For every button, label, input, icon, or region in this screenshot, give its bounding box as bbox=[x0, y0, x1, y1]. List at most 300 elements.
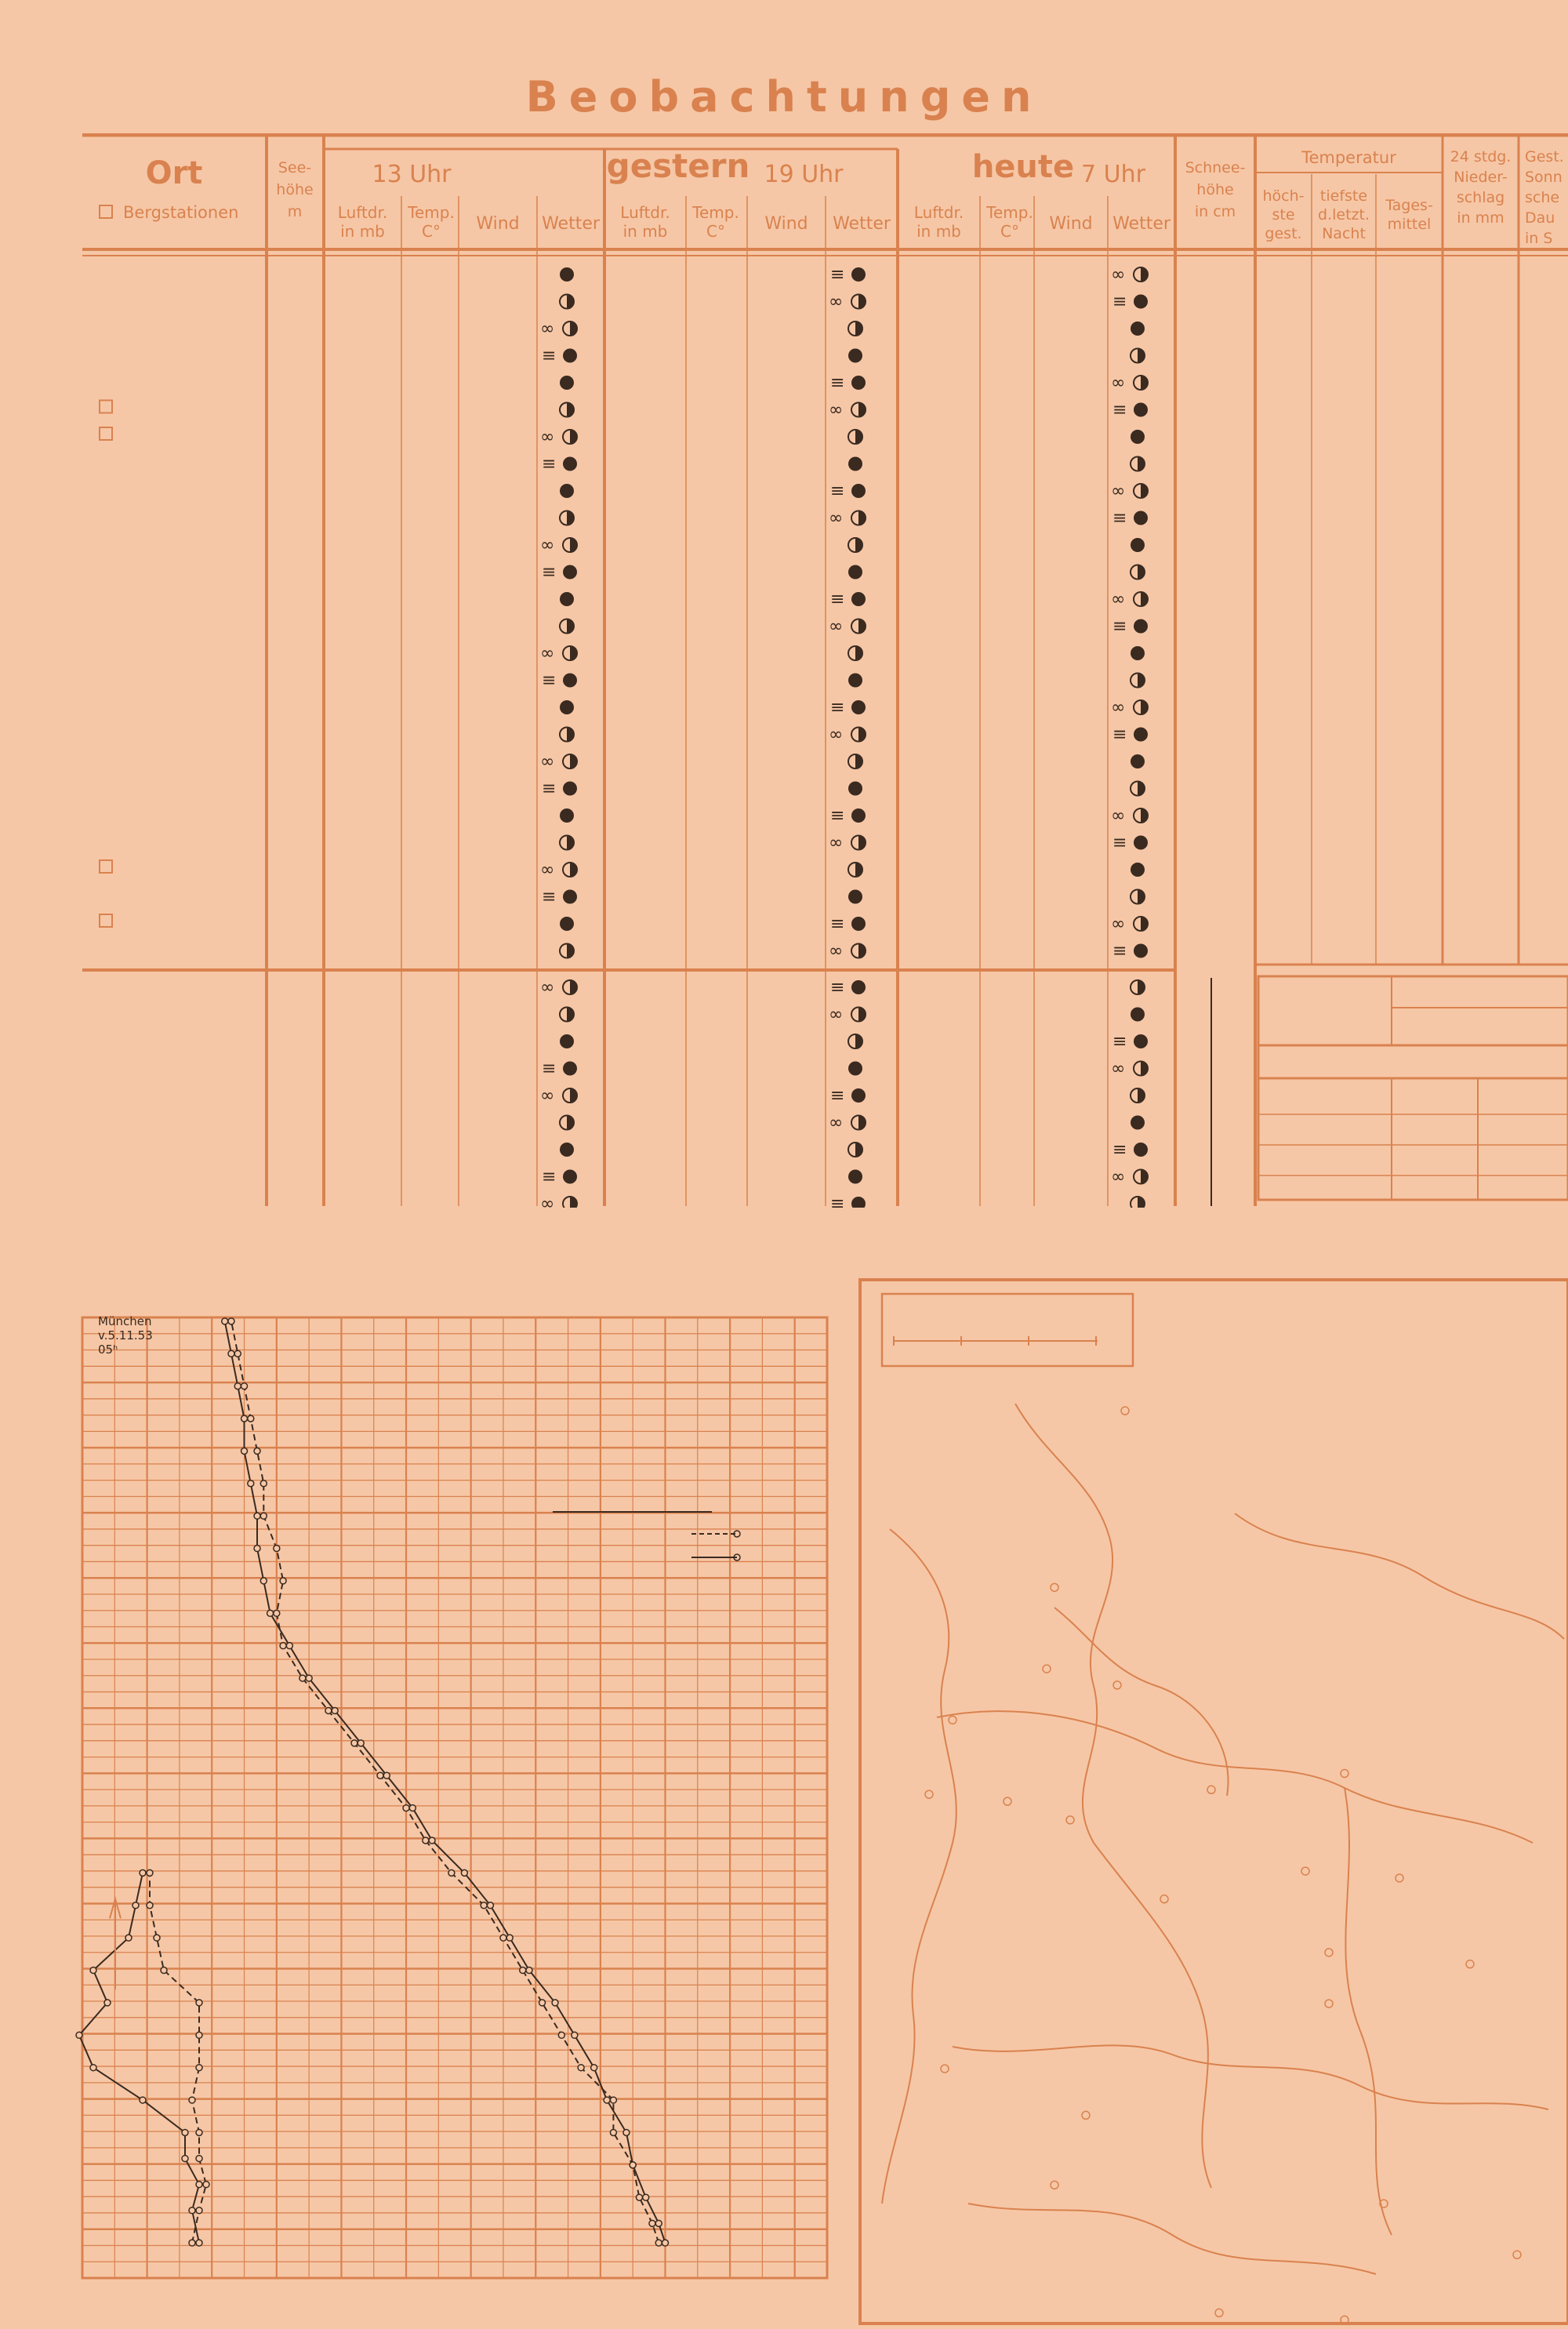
page-title: Beobachtungen bbox=[525, 72, 1043, 122]
curve-point bbox=[241, 1415, 248, 1422]
haze-icon: ∞ bbox=[1111, 373, 1126, 393]
weather-symbol bbox=[1131, 782, 1145, 796]
weather-symbol bbox=[829, 942, 866, 961]
curve-point bbox=[260, 1481, 267, 1487]
weather-symbol bbox=[1131, 538, 1145, 552]
weather-symbol bbox=[848, 890, 862, 904]
curve-point bbox=[260, 1578, 267, 1584]
weather-symbol bbox=[560, 1116, 574, 1130]
place-marker bbox=[1301, 1867, 1309, 1875]
weather-symbol bbox=[560, 917, 574, 931]
place-marker bbox=[1396, 1874, 1403, 1882]
curve-point bbox=[280, 1578, 286, 1584]
header-luftdr: in mb bbox=[916, 222, 961, 241]
place-marker bbox=[1466, 1960, 1474, 1968]
haze-icon: ∞ bbox=[829, 1005, 844, 1025]
overcast-icon bbox=[1134, 1143, 1148, 1157]
overcast-icon bbox=[563, 890, 577, 904]
dew-point bbox=[182, 2129, 188, 2135]
cloud-half-icon bbox=[570, 1197, 577, 1208]
haze-icon: ∞ bbox=[829, 725, 844, 745]
weather-symbol bbox=[848, 457, 862, 471]
place-marker bbox=[1215, 2309, 1223, 2316]
weather-symbol bbox=[560, 728, 574, 742]
header-temp: Temp. bbox=[408, 203, 455, 222]
berg-box-icon bbox=[100, 205, 112, 218]
overcast-icon bbox=[848, 890, 862, 904]
weather-symbol bbox=[830, 265, 866, 285]
haze-icon: ∞ bbox=[540, 860, 555, 880]
weather-symbol bbox=[1112, 509, 1148, 529]
berg-box-icon bbox=[100, 860, 112, 873]
overcast-icon bbox=[848, 1062, 862, 1076]
overcast-icon bbox=[848, 565, 862, 580]
place-marker bbox=[1004, 1797, 1011, 1805]
weather-symbol bbox=[1112, 1032, 1148, 1052]
place-marker bbox=[1082, 2111, 1090, 2119]
map-boundary-line bbox=[1054, 1608, 1229, 1796]
weather-symbol bbox=[542, 563, 577, 583]
weather-symbol bbox=[560, 1143, 574, 1157]
dew-point bbox=[132, 1902, 139, 1909]
haze-icon: ∞ bbox=[540, 1194, 555, 1208]
weather-symbol bbox=[560, 1008, 574, 1022]
berg-box-icon bbox=[100, 914, 112, 927]
fog-icon: ≡ bbox=[1112, 833, 1127, 853]
haze-icon: ∞ bbox=[1111, 590, 1126, 609]
fog-icon: ≡ bbox=[1112, 725, 1127, 745]
header-sonne: Sonn bbox=[1525, 169, 1563, 186]
curve-point bbox=[325, 1707, 332, 1713]
weather-symbol bbox=[1111, 806, 1148, 826]
haze-icon: ∞ bbox=[1111, 698, 1126, 718]
weather-symbol bbox=[1131, 1116, 1145, 1130]
map-boundary-line bbox=[1094, 1843, 1211, 2188]
curve-point bbox=[481, 1902, 487, 1909]
fog-icon: ≡ bbox=[1112, 941, 1127, 961]
fog-icon: ≡ bbox=[1112, 616, 1127, 637]
weather-symbol bbox=[830, 590, 866, 609]
weather-symbol bbox=[1111, 373, 1148, 393]
fog-icon: ≡ bbox=[830, 806, 845, 826]
overcast-icon bbox=[1131, 863, 1145, 877]
fog-icon: ≡ bbox=[1112, 1032, 1127, 1052]
fog-icon: ≡ bbox=[542, 670, 557, 691]
header-wetter: Wetter bbox=[833, 214, 891, 234]
header-seehoehe: See- bbox=[278, 159, 312, 176]
dew-point bbox=[125, 1935, 132, 1941]
weather-symbol bbox=[542, 347, 577, 366]
weather-symbol bbox=[830, 978, 866, 997]
curve-point bbox=[409, 1805, 416, 1811]
weather-symbol bbox=[1131, 322, 1145, 336]
curve-point bbox=[403, 1805, 409, 1811]
curve-point bbox=[655, 2220, 662, 2226]
dew-point bbox=[90, 1967, 96, 1974]
weather-symbol bbox=[1131, 1197, 1145, 1208]
weather-symbol bbox=[829, 834, 866, 853]
weather-symbol bbox=[1112, 725, 1148, 745]
header-temperatur: Temperatur bbox=[1301, 148, 1396, 167]
map-boundary-line bbox=[1345, 1788, 1392, 2235]
header-hoechste: höch- bbox=[1262, 187, 1305, 205]
header-sonne: in S bbox=[1525, 230, 1553, 247]
curve-point bbox=[448, 1869, 455, 1876]
weather-symbol bbox=[1111, 590, 1148, 609]
overcast-icon bbox=[563, 1062, 577, 1076]
table-row bbox=[100, 860, 112, 873]
weather-symbol bbox=[848, 674, 862, 688]
curve-point bbox=[254, 1513, 260, 1519]
dew-point bbox=[90, 2065, 96, 2071]
weather-symbol bbox=[830, 914, 866, 934]
weather-symbol bbox=[1112, 292, 1148, 312]
header-schnee: höhe bbox=[1196, 181, 1234, 198]
header-tiefste: Nacht bbox=[1322, 225, 1366, 242]
header-13-uhr: 13 Uhr bbox=[372, 161, 452, 188]
weather-symbol bbox=[830, 1086, 866, 1106]
haze-icon: ∞ bbox=[829, 508, 844, 529]
dew-point bbox=[140, 2097, 146, 2103]
weather-symbol bbox=[540, 1194, 577, 1208]
haze-icon: ∞ bbox=[829, 1113, 844, 1133]
dew-point bbox=[147, 1869, 153, 1876]
dew-point bbox=[104, 2000, 111, 2006]
weather-symbol bbox=[560, 808, 574, 823]
weather-symbol bbox=[542, 1168, 577, 1187]
curve-point bbox=[649, 2220, 655, 2226]
haze-icon: ∞ bbox=[829, 833, 844, 853]
header-sonne: Dau bbox=[1525, 209, 1555, 227]
overcast-icon bbox=[1131, 322, 1145, 336]
weather-symbol bbox=[829, 1005, 866, 1025]
curve-point bbox=[623, 2129, 630, 2135]
curve-point bbox=[280, 1643, 286, 1649]
weather-symbol bbox=[560, 484, 574, 498]
weather-symbol bbox=[1131, 1088, 1145, 1103]
weather-symbol bbox=[560, 295, 574, 309]
header-tagesmittel: Tages- bbox=[1385, 197, 1433, 214]
dew-point bbox=[196, 2065, 202, 2071]
sun-panel bbox=[1258, 976, 1568, 1200]
weather-symbol bbox=[829, 1114, 866, 1133]
dew-point bbox=[189, 2097, 195, 2103]
place-marker bbox=[1043, 1665, 1051, 1673]
weather-symbol bbox=[542, 671, 577, 691]
fog-icon: ≡ bbox=[542, 346, 557, 366]
dew-point bbox=[196, 2156, 202, 2162]
fog-icon: ≡ bbox=[542, 1167, 557, 1187]
header-sonne: sche bbox=[1525, 189, 1560, 206]
curve-point bbox=[636, 2194, 642, 2200]
cloud-half-icon bbox=[1138, 1197, 1145, 1208]
curve-point bbox=[500, 1935, 506, 1941]
fog-icon: ≡ bbox=[1112, 400, 1127, 420]
overcast-icon bbox=[1131, 646, 1145, 660]
header-temp: C° bbox=[422, 222, 441, 241]
curve-point bbox=[539, 2000, 546, 2006]
map-boundary-line bbox=[968, 2204, 1376, 2274]
weather-symbol bbox=[560, 1034, 574, 1048]
weather-symbol bbox=[560, 403, 574, 417]
haze-icon: ∞ bbox=[540, 644, 555, 663]
overcast-icon bbox=[1131, 1116, 1145, 1130]
curve-point bbox=[630, 2162, 636, 2168]
header-wind: Wind bbox=[476, 214, 520, 234]
overcast-icon bbox=[563, 349, 577, 363]
berg-box-icon bbox=[100, 401, 112, 413]
weather-symbol bbox=[829, 292, 866, 312]
weather-symbol bbox=[560, 700, 574, 714]
aerology-chart bbox=[31, 1239, 847, 2329]
overcast-icon bbox=[1134, 511, 1148, 525]
observation-table bbox=[82, 133, 1568, 1208]
dew-point bbox=[196, 2000, 202, 2006]
overcast-icon bbox=[560, 917, 574, 931]
fog-icon: ≡ bbox=[830, 265, 845, 285]
weather-symbol bbox=[829, 401, 866, 420]
dew-point bbox=[76, 2032, 82, 2038]
temp-curve-dashed bbox=[231, 1321, 659, 2243]
weather-symbol bbox=[542, 888, 577, 907]
dew-point bbox=[147, 1902, 153, 1909]
fog-icon: ≡ bbox=[830, 590, 845, 609]
curve-point bbox=[610, 2129, 616, 2135]
berg-box-icon bbox=[100, 427, 112, 440]
overcast-icon bbox=[563, 674, 577, 688]
place-marker bbox=[1051, 2181, 1058, 2189]
overcast-icon bbox=[1131, 430, 1145, 444]
header-wind: Wind bbox=[764, 214, 808, 234]
overcast-icon bbox=[560, 808, 574, 823]
place-marker bbox=[1066, 1816, 1074, 1824]
weather-symbol bbox=[1131, 565, 1145, 580]
weather-symbol bbox=[829, 725, 866, 745]
weather-symbol bbox=[560, 619, 574, 634]
overcast-icon bbox=[1134, 836, 1148, 850]
place-marker bbox=[1207, 1786, 1215, 1793]
header-schnee: Schnee- bbox=[1185, 159, 1246, 176]
fog-icon: ≡ bbox=[542, 779, 557, 799]
overcast-icon bbox=[560, 700, 574, 714]
munich-label: 05ʰ bbox=[98, 1343, 118, 1357]
overcast-icon bbox=[560, 1034, 574, 1048]
overcast-icon bbox=[848, 1170, 862, 1184]
overcast-icon bbox=[1134, 728, 1148, 742]
fog-icon: ≡ bbox=[830, 914, 845, 934]
curve-point bbox=[487, 1902, 493, 1909]
aero-frame bbox=[82, 1317, 827, 2278]
overcast-icon bbox=[851, 700, 866, 714]
overcast-icon bbox=[851, 1197, 866, 1208]
weather-symbol bbox=[540, 1086, 577, 1106]
weather-symbol bbox=[1112, 1140, 1148, 1160]
curve-point bbox=[286, 1643, 292, 1649]
place-marker bbox=[941, 2065, 949, 2073]
weather-symbol bbox=[1111, 914, 1148, 934]
overcast-icon bbox=[1131, 1008, 1145, 1022]
overcast-icon bbox=[560, 1143, 574, 1157]
curve-point bbox=[234, 1350, 241, 1357]
munich-label: München bbox=[98, 1314, 152, 1328]
dew-point bbox=[189, 2240, 195, 2246]
curve-point bbox=[248, 1415, 254, 1422]
weather-symbol bbox=[560, 267, 574, 282]
map-frame bbox=[860, 1280, 1568, 2324]
haze-icon: ∞ bbox=[1111, 481, 1126, 501]
curve-point bbox=[228, 1350, 234, 1357]
overcast-icon bbox=[851, 808, 866, 823]
weather-symbol bbox=[1131, 646, 1145, 660]
overcast-icon bbox=[560, 484, 574, 498]
weather-symbol bbox=[1112, 617, 1148, 637]
haze-icon: ∞ bbox=[1111, 914, 1126, 934]
curve-point bbox=[377, 1772, 383, 1779]
weather-symbol bbox=[830, 373, 866, 393]
weather-symbol bbox=[1131, 980, 1145, 994]
haze-icon: ∞ bbox=[1111, 265, 1126, 285]
header-niederschlag: 24 stdg. bbox=[1450, 148, 1512, 165]
header-hoechste: gest. bbox=[1265, 225, 1302, 242]
haze-icon: ∞ bbox=[540, 536, 555, 555]
weather-symbol bbox=[848, 1062, 862, 1076]
curve-point bbox=[572, 2032, 578, 2038]
weather-symbol bbox=[1131, 754, 1145, 768]
overcast-icon bbox=[851, 917, 866, 931]
fog-icon: ≡ bbox=[830, 698, 845, 718]
table-row bbox=[100, 401, 112, 413]
weather-symbol bbox=[1131, 863, 1145, 877]
weather-symbol bbox=[540, 644, 577, 663]
weather-symbol bbox=[1112, 834, 1148, 853]
weather-symbol bbox=[830, 481, 866, 501]
dew-point bbox=[154, 1935, 160, 1941]
weather-symbol bbox=[848, 322, 862, 336]
weather-symbol bbox=[542, 1059, 577, 1079]
overcast-icon bbox=[563, 565, 577, 580]
header-heute: heute bbox=[971, 149, 1075, 185]
haze-icon: ∞ bbox=[540, 1086, 555, 1106]
weather-symbol bbox=[1131, 457, 1145, 471]
weather-symbol bbox=[830, 806, 866, 826]
header-wetter: Wetter bbox=[1112, 214, 1171, 234]
weather-symbol bbox=[1131, 430, 1145, 444]
dew-point bbox=[140, 1869, 146, 1876]
header-ort: Ort bbox=[145, 155, 203, 191]
overcast-icon bbox=[848, 674, 862, 688]
fog-icon: ≡ bbox=[542, 1059, 557, 1079]
overcast-icon bbox=[1131, 538, 1145, 552]
weather-symbol bbox=[1131, 674, 1145, 688]
dew-point bbox=[196, 2182, 202, 2188]
fog-icon: ≡ bbox=[830, 373, 845, 393]
fog-icon: ≡ bbox=[1112, 1140, 1127, 1160]
curve-point bbox=[461, 1869, 467, 1876]
fog-icon: ≡ bbox=[542, 887, 557, 907]
header-sonne: Gest. bbox=[1525, 148, 1564, 165]
curve-point bbox=[332, 1707, 338, 1713]
temp-curve-solid bbox=[225, 1321, 666, 2243]
curve-point bbox=[306, 1675, 312, 1681]
weather-symbol bbox=[848, 565, 862, 580]
overcast-icon bbox=[851, 980, 866, 994]
haze-icon: ∞ bbox=[1111, 1059, 1126, 1079]
curve-point bbox=[526, 1967, 532, 1974]
curve-point bbox=[558, 2032, 564, 2038]
dew-point bbox=[203, 2182, 209, 2188]
place-marker bbox=[1513, 2251, 1521, 2258]
dew-point bbox=[196, 2129, 202, 2135]
dew-curve-solid bbox=[79, 1873, 199, 2243]
header-luftdr: Luftdr. bbox=[337, 203, 388, 222]
weather-symbol bbox=[540, 860, 577, 880]
weather-symbol bbox=[540, 536, 577, 555]
header-schnee: in cm bbox=[1194, 203, 1236, 220]
weather-symbol bbox=[1112, 401, 1148, 420]
header-niederschlag: Nieder- bbox=[1454, 169, 1508, 186]
header-temp: Temp. bbox=[692, 203, 739, 222]
weather-symbol bbox=[848, 349, 862, 363]
table-row bbox=[100, 427, 112, 440]
weather-symbol bbox=[1112, 942, 1148, 961]
temperature-map bbox=[858, 1278, 1568, 2325]
weather-symbol bbox=[1111, 481, 1148, 501]
weather-symbol bbox=[848, 1034, 862, 1048]
curve-point bbox=[643, 2194, 649, 2200]
curve-point bbox=[429, 1837, 435, 1844]
weather-symbol bbox=[848, 1170, 862, 1184]
overcast-icon bbox=[1131, 754, 1145, 768]
curve-point bbox=[552, 2000, 558, 2006]
map-boundary-line bbox=[953, 2045, 1548, 2109]
place-marker bbox=[1121, 1407, 1129, 1415]
weather-symbol bbox=[848, 646, 862, 660]
overcast-icon bbox=[851, 376, 866, 390]
dew-point bbox=[161, 1967, 167, 1974]
header-niederschlag: in mm bbox=[1457, 209, 1504, 227]
weather-symbol bbox=[830, 1194, 866, 1208]
header-niederschlag: schlag bbox=[1456, 189, 1505, 206]
weather-symbol bbox=[1131, 349, 1145, 363]
header-seehoehe: m bbox=[287, 203, 303, 220]
map-boundary-line bbox=[882, 1529, 956, 2204]
place-marker bbox=[925, 1790, 933, 1798]
fog-icon: ≡ bbox=[830, 481, 845, 501]
overcast-icon bbox=[1134, 403, 1148, 417]
haze-icon: ∞ bbox=[540, 319, 555, 339]
header-bergstationen: Bergstationen bbox=[123, 203, 239, 222]
curve-point bbox=[662, 2240, 668, 2246]
curve-point bbox=[655, 2240, 662, 2246]
fog-icon: ≡ bbox=[1112, 508, 1127, 529]
curve-point bbox=[260, 1513, 267, 1519]
aero-grid bbox=[82, 1317, 827, 2278]
curve-point bbox=[578, 2065, 584, 2071]
place-marker bbox=[1051, 1583, 1058, 1591]
overcast-icon bbox=[560, 267, 574, 282]
overcast-icon bbox=[851, 1088, 866, 1103]
curve-point bbox=[222, 1318, 228, 1324]
header-luftdr: in mb bbox=[340, 222, 385, 241]
curve-point bbox=[254, 1448, 260, 1454]
place-marker bbox=[1325, 2000, 1333, 2007]
weather-symbol bbox=[540, 427, 577, 447]
header-gestern: gestern bbox=[606, 147, 750, 185]
dew-point bbox=[182, 2156, 188, 2162]
haze-icon: ∞ bbox=[829, 400, 844, 420]
header-luftdr: Luftdr. bbox=[620, 203, 670, 222]
curve-point bbox=[423, 1837, 429, 1844]
